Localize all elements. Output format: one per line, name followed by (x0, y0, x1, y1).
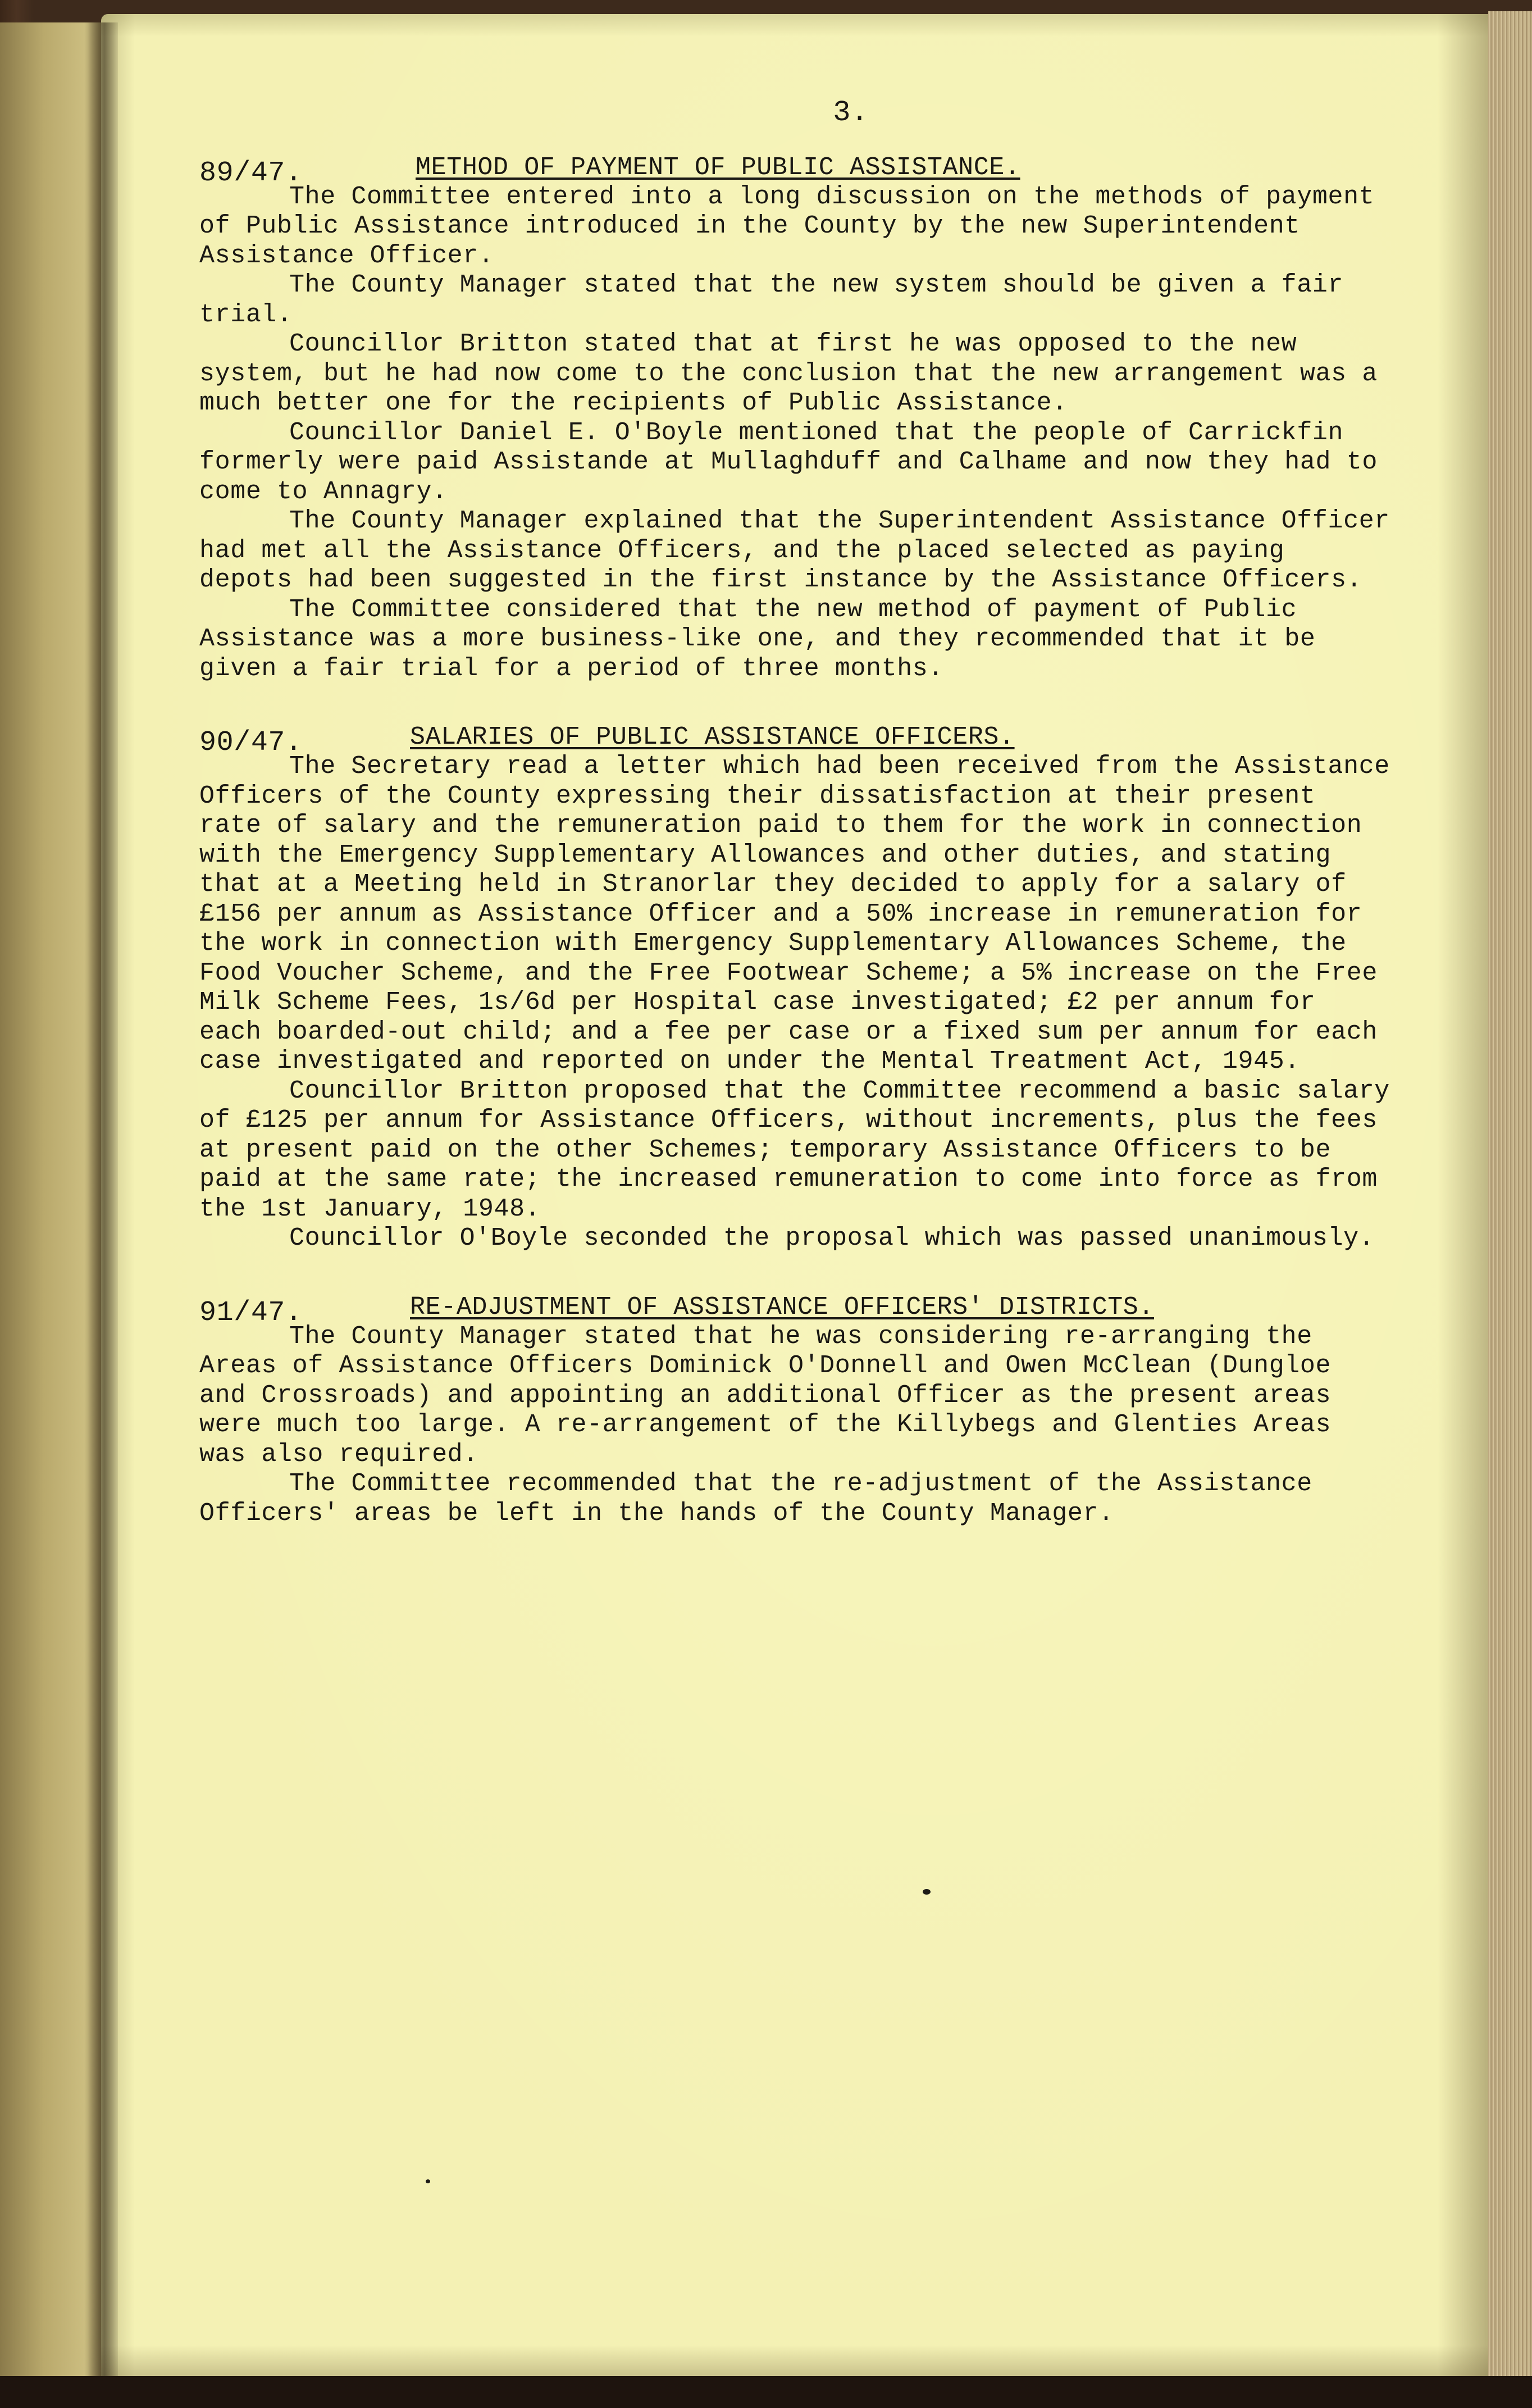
paragraph: The County Manager stated that the new system should be given a fair trial. (199, 271, 1344, 329)
paragraph: Councillor Britton stated that at first he was opposed to the new system, but he had now come to the conclusion that the new arrangement was a much better one for the recipients of Public Assistance. (199, 330, 1378, 417)
paragraph: The Committee considered that the new method of payment of Public Assistance was a more business-like one, and they recommended that it be given a fair trial for a period of three months. (199, 595, 1316, 683)
minute-number: 91/47. (199, 1296, 303, 1329)
paragraph: Councillor Daniel E. O'Boyle mentioned that the people of Carrickfin formerly were paid Assistande at Mullaghduff and Calhame and now they had to come to Annagry. (199, 418, 1378, 506)
paragraph: The Committee entered into a long discussion on the methods of payment of Public Assistance introduced in the County by the new Superintendent Assistance Officer. (199, 182, 1375, 270)
paragraph: The Secretary read a letter which had been received from the Assistance Officers of the County expressing their dissatisfaction at their present rate of salary and the remuneration paid to them for the work in connection with the Emergency Supplementary Allowances and other duties, and stating that at a Meeting held in Stranorlar they decided to apply for a salary of £156 per annum as Assistance Officer and a 50% increase in remuneration for the work in connection with Emergency Supplementary Allowances Scheme, the Food Voucher Scheme, and the Free Footwear Scheme; a 5% increase on the Free Milk Scheme Fees, 1s/6d per Hospital case investigated; £2 per annum for each boarded-out child; and a fee per case or a fixed sum per annum for each case investigated and reported on under the Mental Treatment Act, 1945. (199, 752, 1390, 1076)
minute-number: 90/47. (199, 727, 303, 759)
paragraph: The County Manager explained that the Superintendent Assistance Officer had met all the Assistance Officers, and the placed selected as paying depots had been suggested in the first instance by the Assistance Officers. (199, 507, 1390, 594)
document-content (199, 98, 1390, 1568)
section-title: SALARIES OF PUBLIC ASSISTANCE OFFICERS. (410, 723, 1015, 752)
paragraph: Councillor O'Boyle seconded the proposal which was passed unanimously. (289, 1224, 1375, 1253)
book-gutter (84, 22, 118, 2376)
minute-90-47 (199, 723, 1390, 1254)
minute-91-47 (199, 1293, 1390, 1529)
section-heading (199, 723, 1390, 759)
ink-speck (923, 1889, 931, 1895)
paragraph: The Committee recommended that the re-adjustment of the Assistance Officers' areas be left in the hands of the County Manager. (199, 1469, 1312, 1528)
section-heading (199, 1292, 1390, 1329)
section-title: METHOD OF PAYMENT OF PUBLIC ASSISTANCE. (416, 153, 1020, 182)
scan-bottom-edge (0, 2376, 1532, 2408)
minute-number: 89/47. (199, 157, 303, 189)
section-title: RE-ADJUSTMENT OF ASSISTANCE OFFICERS' DISTRICTS. (410, 1292, 1155, 1322)
minute-89-47 (199, 153, 1390, 684)
page-number: 3. (833, 96, 869, 129)
section-heading (199, 153, 1390, 189)
paragraph: The County Manager stated that he was considering re-arranging the Areas of Assistance Officers Dominick O'Donnell and Owen McClean (Dungloe and Crossroads) and appointing an additional Officer as the present areas were much too large. A re-arrangement of the Killybegs and Glenties Areas was also required. (199, 1322, 1332, 1469)
book-page-edges (1488, 11, 1532, 2387)
ink-speck (426, 2179, 430, 2183)
paragraph: Councillor Britton proposed that the Committee recommend a basic salary of £125 per annum for Assistance Officers, without increments, plus the fees at present paid on the other Schemes; temporary Assistance Officers to be paid at the same rate; the increased remuneration to come into force as from the 1st January, 1948. (199, 1076, 1390, 1223)
